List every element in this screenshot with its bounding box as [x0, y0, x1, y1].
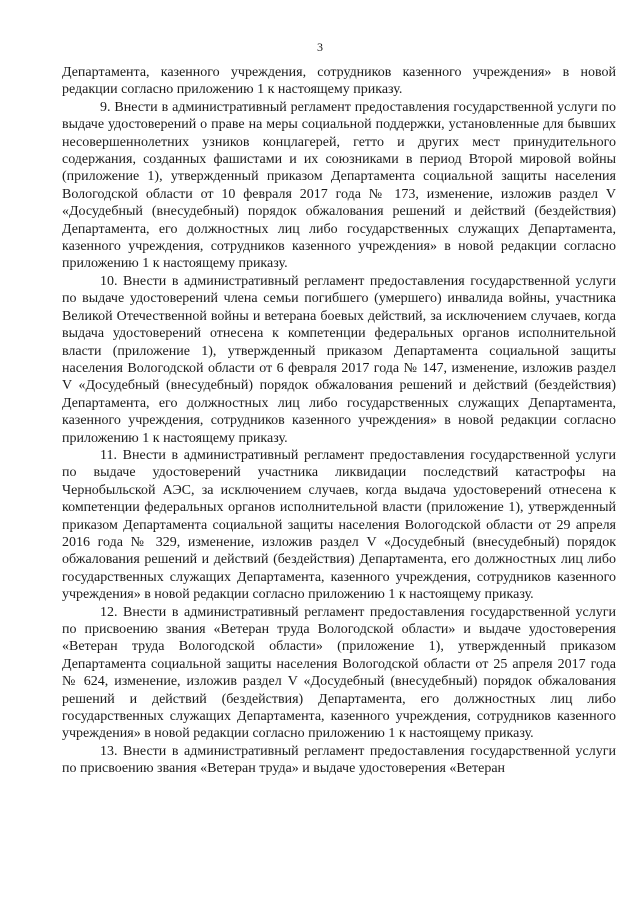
paragraph-item-9: 9. Внести в административный регламент предоставления государственной услуги по выдаче удостоверений о праве на меры социальной поддержки, установленные для бывших несовершеннолетних узников концлагерей, гетто и других мест принудительного содержания, созданных фашистами и их союзниками в период Второй мировой войны (приложение 1), утвержденный приказом Департамента социальной защиты населения Вологодской области от 10 февраля 2017 года № 173, изменение, изложив раздел V «Досудебный (внесудебный) порядок обжалования решений и действий (бездействия) Департамента, его должностных лиц либо государственных служащих Департамента, казенного учреждения, сотрудников казенного учреждения» в новой редакции согласно приложению 1 к настоящему приказу.: [62, 99, 616, 272]
paragraph-continuation: Департамента, казенного учреждения, сотрудников казенного учреждения» в новой редакции согласно приложению 1 к настоящему приказу.: [62, 65, 616, 98]
paragraph-item-13: 13. Внести в административный регламент предоставления государственной услуги по присвоению звания «Ветеран труда» и выдаче удостоверения «Ветеран: [62, 743, 616, 777]
document-body: [62, 64, 616, 778]
paragraph-item-10: 10. Внести в административный регламент предоставления государственной услуги по выдаче удостоверений члена семьи погибшего (умершего) инвалида войны, участника Великой Отечественной войны и ветерана боевых действий, за исключением случаев, когда выдача удостоверений отнесена к компетенции федеральных органов исполнительной власти (приложение 1), утвержденный приказом Департамента социальной защиты населения Вологодской области от 6 февраля 2017 года № 147, изменение, изложив раздел V «Досудебный (внесудебный) порядок обжалования решений и действий (бездействия) Департамента, его должностных лиц либо государственных служащих Департамента, казенного учреждения, сотрудников казенного учреждения» в новой редакции согласно приложению 1 к настоящему приказу.: [62, 273, 616, 446]
paragraph-item-12: 12. Внести в административный регламент предоставления государственной услуги по присвоению звания «Ветеран труда Вологодской области» и выдаче удостоверения «Ветеран труда Вологодской области» (приложение 1), утвержденный приказом Департамента социальной защиты населения Вологодской области от 25 апреля 2017 года № 624, изменение, изложив раздел V «Досудебный (внесудебный) порядок обжалования решений и действий (бездействия) Департамента, его должностных лиц либо государственных служащих Департамента, казенного учреждения, сотрудников казенного учреждения» в новой редакции согласно приложению 1 к настоящему приказу.: [62, 604, 616, 742]
page-number: 3: [317, 40, 323, 54]
paragraph-item-11: 11. Внести в административный регламент предоставления государственной услуги по выдаче удостоверений участника ликвидации последствий катастрофы на Чернобыльской АЭС, за исключением случаев, когда выдача удостоверений отнесена к компетенции федеральных органов исполнительной власти (приложение 1), утвержденный приказом Департамента социальной защиты населения Вологодской области от 29 апреля 2016 года № 329, изменение, изложив раздел V «Досудебный (внесудебный) порядок обжалования решений и действий (бездействия) Департамента, его должностных лиц либо государственных служащих Департамента, казенного учреждения, сотрудников казенного учреждения» в новой редакции согласно приложению 1 к настоящему приказу.: [62, 447, 616, 603]
